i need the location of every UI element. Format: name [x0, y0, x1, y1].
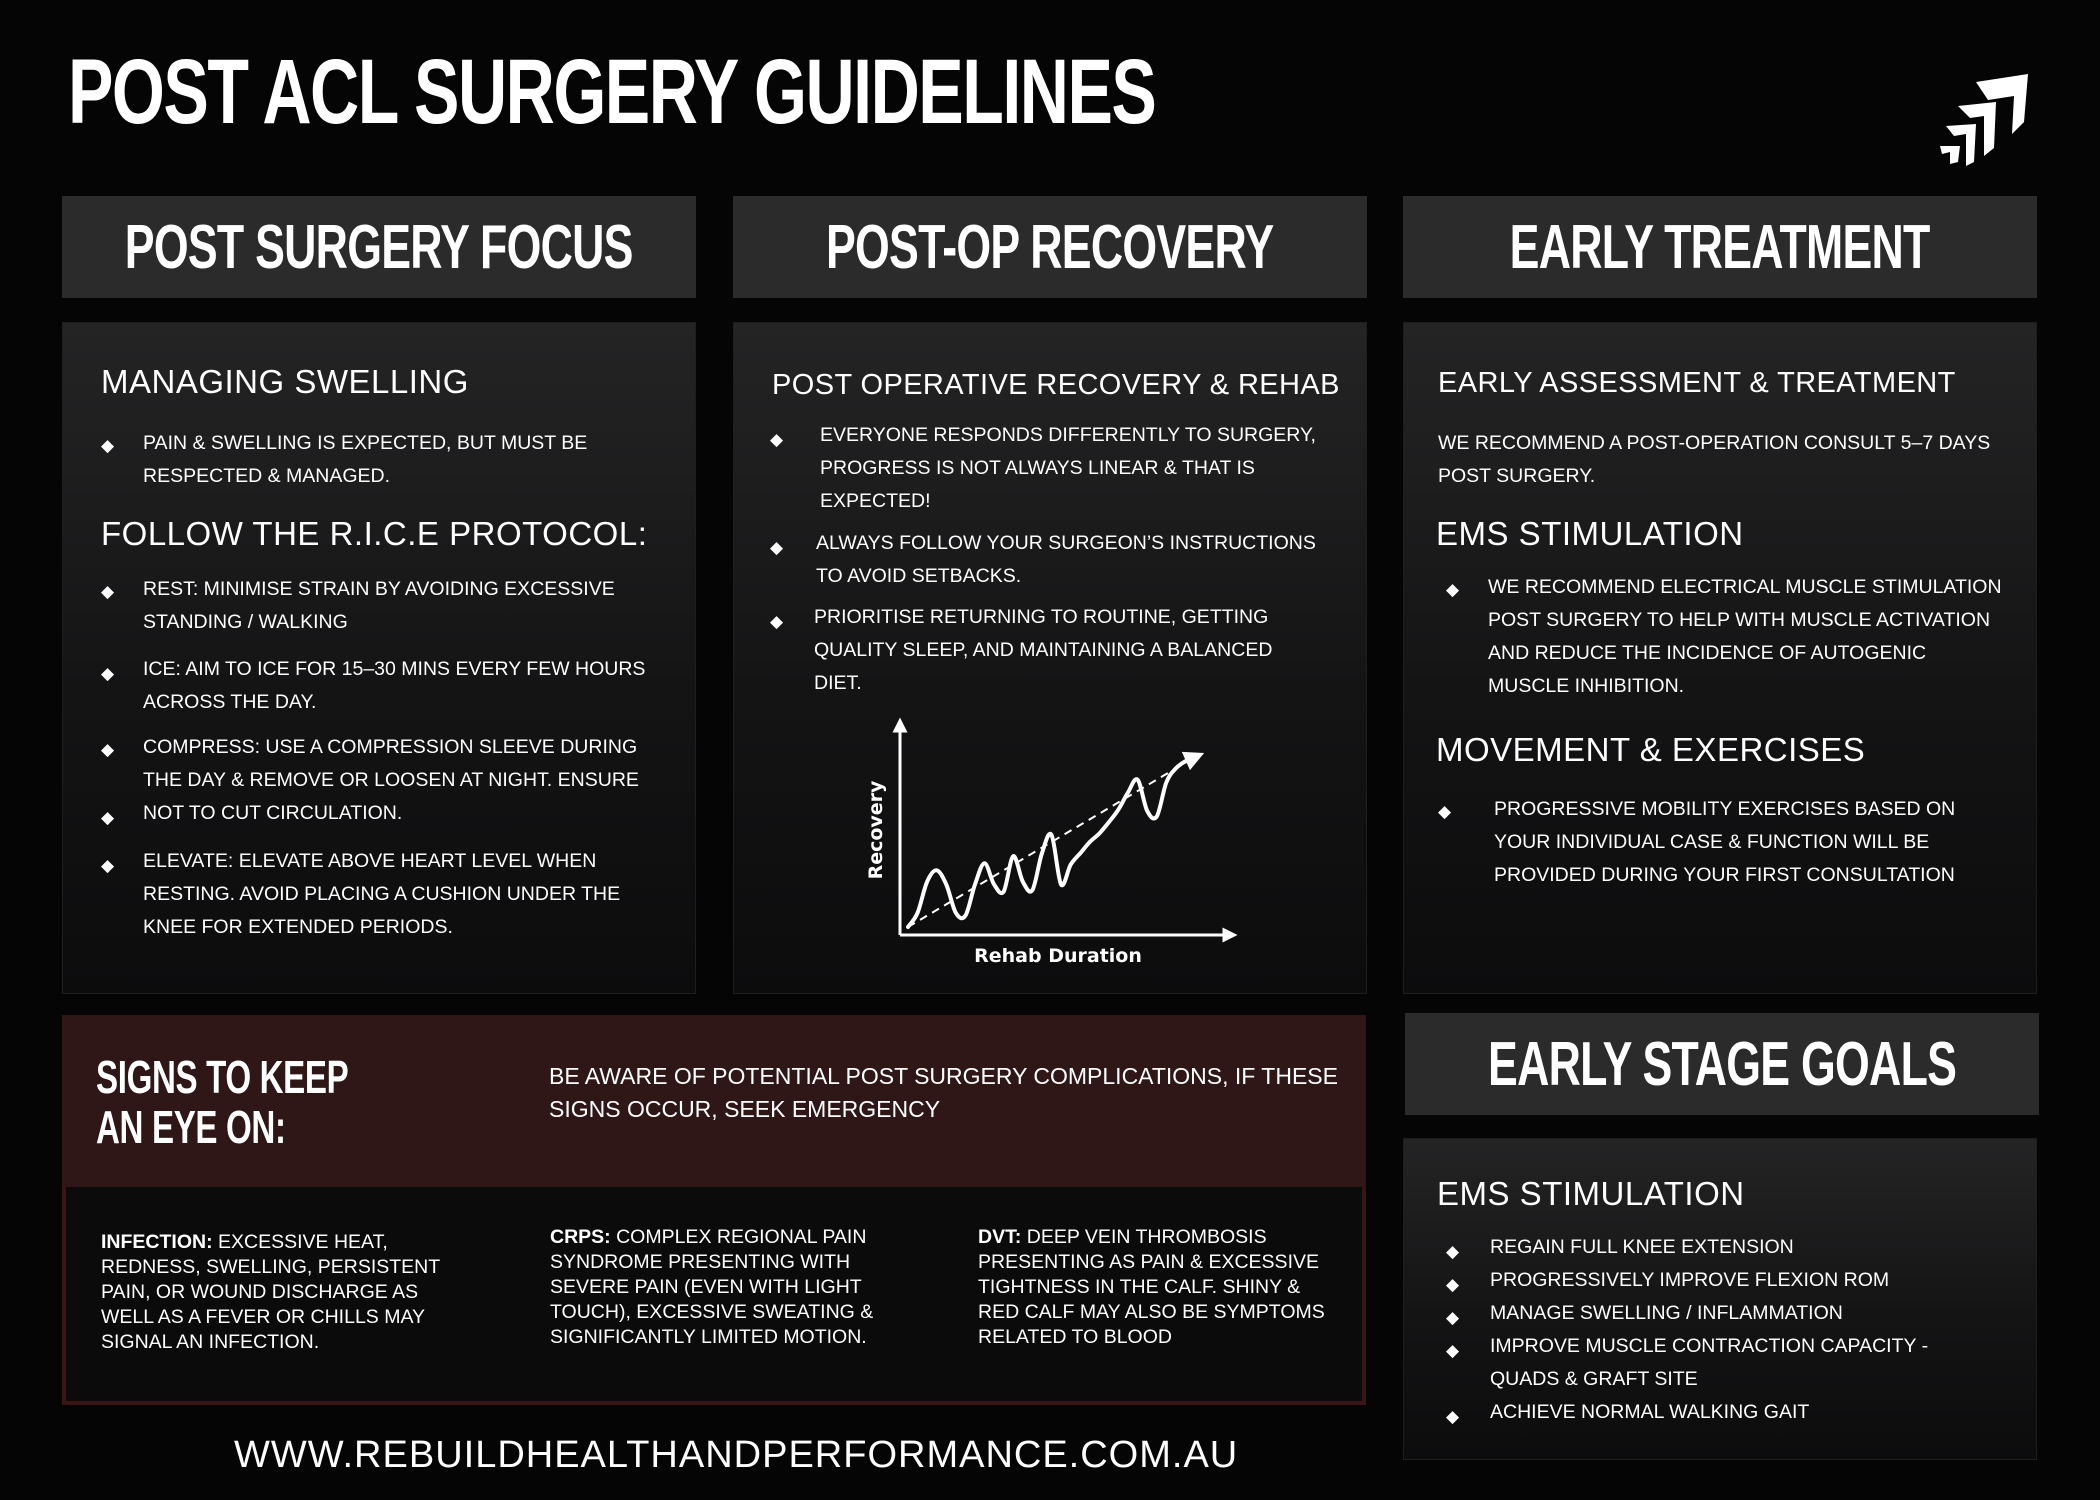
signs-title-line: SIGNS TO KEEP [96, 1051, 349, 1103]
early-treatment-header-label: EARLY TREATMENT [1510, 212, 1930, 282]
goal-item: PROGRESSIVELY IMPROVE FLEXION ROM [1490, 1269, 1890, 1291]
assessment-paragraph: WE RECOMMEND A POST-OPERATION CONSULT 5–7 DAYS POST SURGERY. [1438, 432, 1991, 487]
post-surgery-focus-header-label: POST SURGERY FOCUS [125, 212, 633, 282]
goal-item: MANAGE SWELLING / INFLAMMATION [1490, 1302, 1843, 1324]
page-title: POST ACL SURGERY GUIDELINES [68, 41, 1156, 143]
ems-item: WE RECOMMEND ELECTRICAL MUSCLE STIMULATION POST SURGERY TO HELP WITH MUSCLE ACTIVATION AND REDUCE THE INCIDENCE OF AUTOGENIC MUSCLE INHIBITION. [1488, 576, 2002, 697]
movement-heading: MOVEMENT & EXERCISES [1436, 731, 1866, 768]
early-stage-goals-card [1403, 1138, 2037, 1460]
sign-term: CRPS: [550, 1226, 611, 1248]
recovery-chart [850, 705, 1270, 985]
recovery-item: EVERYONE RESPONDS DIFFERENTLY TO SURGERY, PROGRESS IS NOT ALWAYS LINEAR & THAT IS EXPECTED! [820, 424, 1316, 512]
early-stage-goals-header-label: EARLY STAGE GOALS [1487, 1029, 1957, 1099]
bullet-icon: ◆ [1438, 802, 1452, 821]
bullet-icon: ◆ [1446, 1407, 1460, 1426]
movement-item: PROGRESSIVE MOBILITY EXERCISES BASED ON YOUR INDIVIDUAL CASE & FUNCTION WILL BE PROVIDED DURING YOUR FIRST CONSULTATION [1494, 798, 1956, 886]
post-surgery-focus-card [62, 322, 696, 994]
bullet-icon: ◆ [770, 538, 784, 557]
bullet-icon: ◆ [770, 430, 784, 449]
sign-dvt [978, 1225, 1338, 1350]
sign-infection [101, 1230, 461, 1355]
bullet-icon: ◆ [101, 436, 115, 455]
sign-text: COMPLEX REGIONAL PAIN SYNDROME PRESENTING WITH SEVERE PAIN (EVEN WITH LIGHT TOUCH), EXCESSIVE SWEATING & SIGNIFICANTLY LIMITED MOTION. [550, 1226, 874, 1348]
signs-title [96, 1052, 348, 1152]
sign-text: DEEP VEIN THROMBOSIS PRESENTING AS PAIN & EXCESSIVE TIGHTNESS IN THE CALF. SHINY & RED CALF MAY ALSO BE SYMPTOMS RELATED TO BLOOD [978, 1226, 1325, 1348]
bullet-icon: ◆ [1446, 1341, 1460, 1360]
early-treatment-header [1403, 196, 2037, 298]
post-op-recovery-header [733, 196, 1367, 298]
y-axis-label: Recovery [865, 780, 887, 880]
sign-text: EXCESSIVE HEAT, REDNESS, SWELLING, PERSISTENT PAIN, OR WOUND DISCHARGE AS WELL AS A FEVER OR CHILLS MAY SIGNAL AN INFECTION. [101, 1231, 440, 1353]
bullet-icon: ◆ [1446, 1275, 1460, 1294]
rice-item-compress: COMPRESS: USE A COMPRESSION SLEEVE DURING THE DAY & REMOVE OR LOOSEN AT NIGHT. ENSURE NOT TO CUT CIRCULATION. [143, 736, 639, 824]
x-axis-label: Rehab Duration [974, 945, 1142, 967]
managing-swelling-heading: MANAGING SWELLING [101, 363, 469, 400]
rice-protocol-heading: FOLLOW THE R.I.C.E PROTOCOL: [101, 515, 648, 552]
website-link[interactable]: WWW.REBUILDHEALTHANDPERFORMANCE.COM.AU [234, 1434, 1239, 1476]
sign-term: INFECTION: [101, 1231, 213, 1253]
recovery-heading: POST OPERATIVE RECOVERY & REHAB [772, 369, 1340, 401]
recovery-item: ALWAYS FOLLOW YOUR SURGEON’S INSTRUCTIONS TO AVOID SETBACKS. [816, 532, 1316, 587]
bullet-icon: ◆ [770, 612, 784, 631]
early-stage-goals-header [1405, 1013, 2039, 1115]
bullet-icon: ◆ [1446, 580, 1460, 599]
rice-item-ice: ICE: AIM TO ICE FOR 15–30 MINS EVERY FEW HOURS ACROSS THE DAY. [143, 658, 646, 713]
goals-heading: EMS STIMULATION [1437, 1175, 1745, 1212]
bullet-icon: ◆ [1446, 1242, 1460, 1261]
bullet-icon: ◆ [101, 582, 115, 601]
early-treatment-card [1403, 322, 2037, 994]
bullet-icon: ◆ [101, 808, 115, 827]
signs-intro: BE AWARE OF POTENTIAL POST SURGERY COMPLICATIONS, IF THESE SIGNS OCCUR, SEEK EMERGENCY [549, 1063, 1338, 1122]
brand-logo-icon [1940, 70, 2036, 166]
post-op-recovery-header-label: POST-OP RECOVERY [826, 212, 1274, 282]
goal-item: ACHIEVE NORMAL WALKING GAIT [1490, 1401, 1810, 1423]
rice-item-rest: REST: MINIMISE STRAIN BY AVOIDING EXCESSIVE STANDING / WALKING [143, 578, 615, 633]
bullet-icon: ◆ [101, 740, 115, 759]
post-surgery-focus-header [62, 196, 696, 298]
ems-heading: EMS STIMULATION [1436, 515, 1744, 552]
bullet-icon: ◆ [101, 664, 115, 683]
signs-title-line: AN EYE ON: [96, 1101, 286, 1153]
goal-item: REGAIN FULL KNEE EXTENSION [1490, 1236, 1794, 1258]
recovery-item: PRIORITISE RETURNING TO ROUTINE, GETTING QUALITY SLEEP, AND MAINTAINING A BALANCED DIET. [814, 606, 1273, 694]
bullet-icon: ◆ [101, 856, 115, 875]
bullet-icon: ◆ [1446, 1308, 1460, 1327]
sign-term: DVT: [978, 1226, 1022, 1248]
swelling-item: PAIN & SWELLING IS EXPECTED, BUT MUST BE RESPECTED & MANAGED. [143, 432, 588, 487]
goal-item: IMPROVE MUSCLE CONTRACTION CAPACITY - QUADS & GRAFT SITE [1490, 1335, 1929, 1390]
rice-item-elevate: ELEVATE: ELEVATE ABOVE HEART LEVEL WHEN RESTING. AVOID PLACING A CUSHION UNDER THE KNEE FOR EXTENDED PERIODS. [143, 850, 621, 938]
assessment-heading: EARLY ASSESSMENT & TREATMENT [1438, 367, 1956, 399]
sign-crps [550, 1225, 890, 1350]
